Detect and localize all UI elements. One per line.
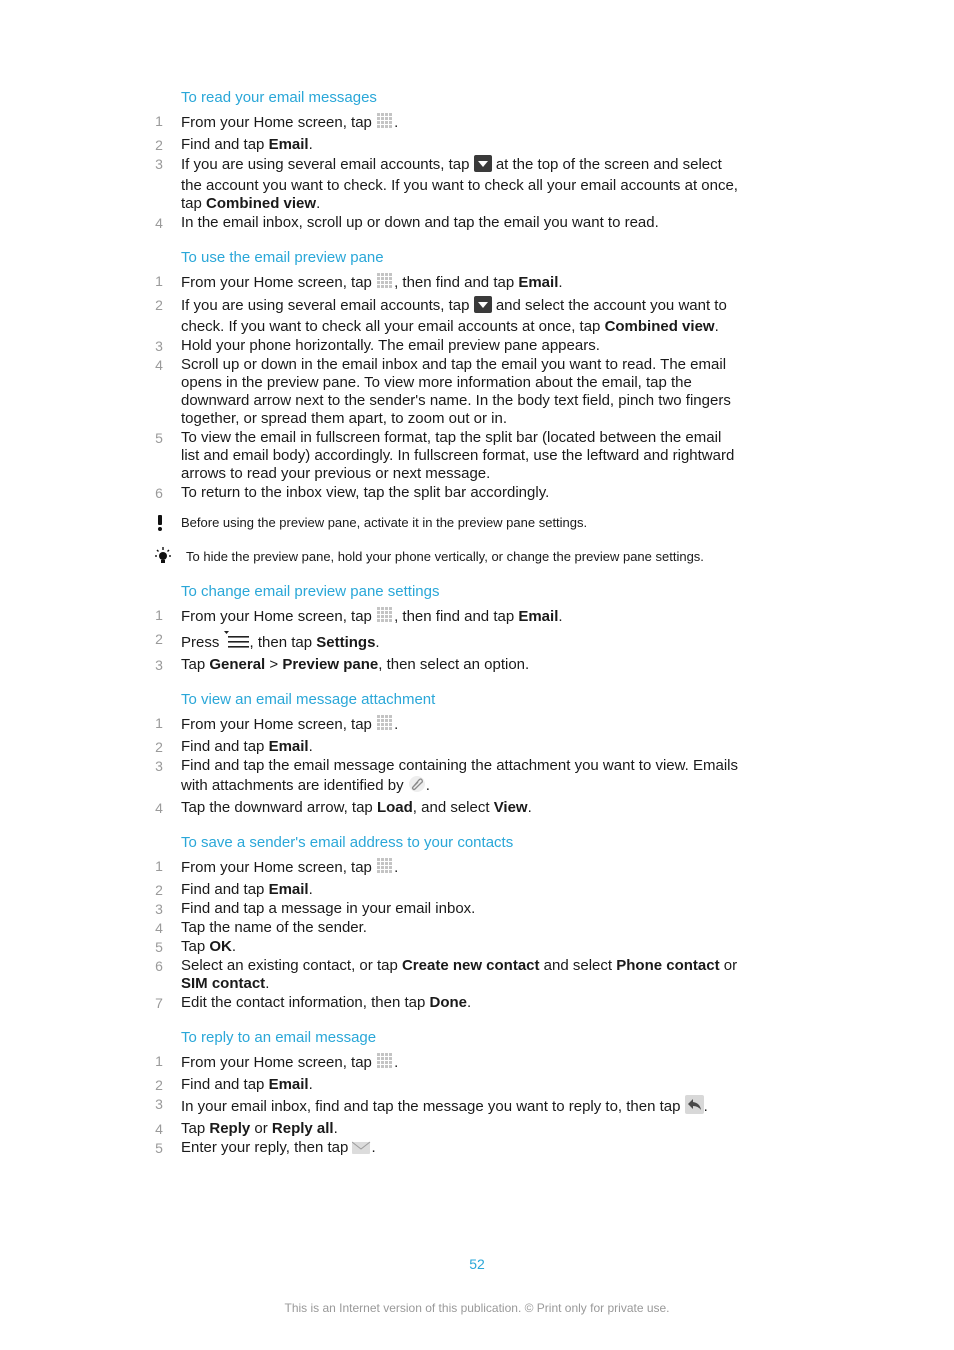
step-text-run: . (703, 1098, 708, 1115)
step-number: 2 (155, 1077, 163, 1093)
step-number: 4 (155, 800, 163, 816)
step-number: 3 (155, 901, 163, 917)
step-text (181, 274, 563, 291)
section-heading: To view an email message attachment (181, 691, 436, 708)
step-item (0, 799, 741, 817)
step-item (0, 112, 741, 135)
step-item (0, 484, 741, 502)
step-item (0, 630, 741, 655)
step-text-run: . (394, 716, 399, 733)
step-text (181, 214, 659, 231)
step-text-run: . (308, 738, 313, 755)
step-list (0, 857, 954, 1012)
step-text-run: From your Home screen, tap (181, 716, 377, 733)
step-item (0, 606, 741, 629)
step-list (0, 1052, 954, 1160)
step-text (181, 1054, 398, 1071)
step-item (0, 214, 741, 232)
note-box (0, 514, 954, 532)
step-number: 1 (155, 113, 163, 129)
step-text-run: . (425, 777, 430, 794)
step-text (181, 114, 398, 131)
step-text-run: . (394, 1054, 399, 1071)
step-number: 1 (155, 273, 163, 289)
step-number: 7 (155, 995, 163, 1011)
step-text-run: From your Home screen, tap (181, 114, 377, 131)
step-text-run: . (375, 634, 380, 651)
step-number: 1 (155, 858, 163, 874)
step-text (181, 919, 367, 936)
step-text-run: In your email inbox, find and tap the message you want to reply to, then tap (181, 1098, 685, 1115)
step-item (0, 337, 741, 355)
step-text (181, 429, 734, 482)
section-heading: To read your email messages (181, 89, 377, 106)
step-item (0, 757, 741, 798)
step-text-run: . (394, 114, 399, 131)
step-text (181, 1098, 708, 1115)
section-heading: To use the email preview pane (181, 249, 384, 266)
step-number: 2 (155, 137, 163, 153)
step-text (181, 738, 313, 755)
ui-term: Reply (209, 1120, 251, 1137)
step-text-run: and select (539, 957, 617, 974)
step-number: 3 (155, 1096, 163, 1112)
tip-text: To hide the preview pane, hold your phone vertically, or change the preview pane settings. (186, 549, 704, 564)
step-list (0, 272, 954, 502)
step-item (0, 429, 741, 483)
exclamation-icon (155, 514, 165, 537)
step-number: 2 (155, 631, 163, 647)
step-text (181, 1076, 313, 1093)
step-text-run: or (719, 957, 738, 974)
step-item (0, 356, 741, 428)
step-text-run: To view the email in fullscreen format, tap the split bar (located between the email list and email body) accordingly. In fullscreen format, use the leftward and rightward arrows to read your previous or next message. (181, 429, 735, 482)
step-number: 1 (155, 607, 163, 623)
step-text-run: Tap (181, 938, 210, 955)
ui-term: SIM contact (181, 975, 266, 992)
ui-term: Email (268, 738, 309, 755)
ui-term: Combined view (604, 318, 715, 335)
step-number: 4 (155, 920, 163, 936)
step-item (0, 994, 741, 1012)
step-text (181, 994, 471, 1011)
step-text-run: . (316, 195, 321, 212)
step-item (0, 900, 741, 918)
step-number: 1 (155, 715, 163, 731)
step-text (181, 1139, 376, 1156)
ui-term: Combined view (206, 195, 317, 212)
step-number: 4 (155, 357, 163, 373)
send-icon (352, 1141, 371, 1160)
ui-term: Email (268, 881, 309, 898)
step-text-run: Edit the contact information, then tap (181, 994, 430, 1011)
step-text-run: From your Home screen, tap (181, 274, 377, 291)
step-item (0, 1120, 741, 1138)
step-text-run: Hold your phone horizontally. The email preview pane appears. (181, 337, 600, 354)
step-item (0, 272, 741, 295)
ui-term: Reply all (271, 1120, 334, 1137)
step-text (181, 356, 731, 427)
ui-term: View (493, 799, 528, 816)
step-text-run: at the top of the screen and select the account you want to check. If you want to check all your email accounts at once, tap (181, 156, 738, 212)
step-item (0, 881, 741, 899)
step-text-run: To return to the inbox view, tap the split bar accordingly. (181, 484, 550, 501)
step-text-run: , then select an option. (378, 656, 530, 673)
lightbulb-icon (152, 546, 174, 573)
step-text-run: From your Home screen, tap (181, 1054, 377, 1071)
step-text-run: Tap (181, 656, 210, 673)
dropdown-arrow-icon (474, 155, 492, 177)
step-item (0, 1052, 741, 1075)
step-text-run: . (265, 975, 270, 992)
step-text-run: If you are using several email accounts, tap (181, 156, 474, 173)
step-text-run: . (527, 799, 532, 816)
step-number: 6 (155, 958, 163, 974)
ui-term: Done (429, 994, 467, 1011)
step-text-run: , then find and tap (394, 608, 519, 625)
step-text (181, 484, 549, 501)
step-text-run: Tap the name of the sender. (181, 919, 367, 936)
step-number: 5 (155, 430, 163, 446)
step-text-run: , then find and tap (394, 274, 519, 291)
step-text-run: . (333, 1120, 338, 1137)
step-number: 2 (155, 882, 163, 898)
step-text-run: Find and tap (181, 738, 269, 755)
ui-term: Email (268, 136, 309, 153)
page-number: 52 (469, 1256, 485, 1272)
step-item (0, 857, 741, 880)
step-item (0, 155, 741, 213)
step-number: 2 (155, 739, 163, 755)
step-item (0, 136, 741, 154)
step-text (181, 799, 532, 816)
step-text-run: . (466, 994, 472, 1011)
step-text-run: Enter your reply, then tap (181, 1139, 353, 1156)
step-list (0, 606, 954, 674)
step-text (181, 1120, 338, 1137)
step-text-run: From your Home screen, tap (181, 859, 377, 876)
step-text-run: . (308, 1076, 313, 1093)
step-item (0, 738, 741, 756)
step-text (181, 957, 737, 992)
apps-grid-icon (376, 112, 394, 135)
step-text-run: Select an existing contact, or tap (181, 957, 402, 974)
step-text (181, 859, 398, 876)
step-text-run: Press (181, 634, 224, 651)
step-item (0, 296, 741, 336)
section-heading: To save a sender's email address to your contacts (181, 834, 514, 851)
step-text-run: In the email inbox, scroll up or down and tap the email you want to read. (181, 214, 659, 231)
step-list (0, 112, 954, 232)
ui-term: General (209, 656, 266, 673)
ui-term: Preview pane (282, 656, 379, 673)
step-item (0, 938, 741, 956)
apps-grid-icon (376, 714, 394, 737)
ui-term: Email (518, 608, 559, 625)
step-number: 5 (155, 939, 163, 955)
step-number: 3 (155, 156, 163, 172)
step-text (181, 938, 236, 955)
step-number: 3 (155, 758, 163, 774)
document-body (0, 88, 954, 1161)
step-text-run: . (558, 608, 563, 625)
step-text-run: . (558, 274, 563, 291)
ui-term: Email (518, 274, 559, 291)
step-list (0, 714, 954, 817)
ui-term: Phone contact (616, 957, 720, 974)
step-item (0, 1076, 741, 1094)
step-number: 3 (155, 657, 163, 673)
step-text-run: . (714, 318, 719, 335)
step-text-run: Find and tap (181, 1076, 269, 1093)
step-text-run: > (265, 656, 283, 673)
step-text (181, 900, 475, 917)
step-number: 5 (155, 1140, 163, 1156)
step-item (0, 656, 741, 674)
apps-grid-icon (376, 606, 394, 629)
step-text-run: If you are using several email accounts, tap (181, 297, 474, 314)
reply-icon (685, 1095, 704, 1119)
menu-icon (224, 630, 250, 655)
apps-grid-icon (376, 1052, 394, 1075)
step-text (181, 156, 738, 212)
step-text (181, 716, 398, 733)
ui-term: Load (376, 799, 413, 816)
step-number: 1 (155, 1053, 163, 1069)
step-text-run: . (308, 136, 313, 153)
step-item (0, 1139, 741, 1160)
step-number: 6 (155, 485, 163, 501)
step-item (0, 919, 741, 937)
ui-term: Create new contact (401, 957, 540, 974)
step-text (181, 608, 563, 625)
step-item (0, 957, 741, 993)
ui-term: Settings (316, 634, 376, 651)
step-number: 4 (155, 215, 163, 231)
step-text (181, 337, 600, 354)
step-text-run: . (231, 938, 237, 955)
section-heading: To reply to an email message (181, 1029, 377, 1046)
step-number: 2 (155, 297, 163, 313)
step-text-run: Find and tap the email message containing the attachment you want to view. Emails with attachments are identified by (181, 757, 738, 794)
step-text (181, 656, 529, 673)
dropdown-arrow-icon (474, 296, 492, 318)
step-text (181, 757, 738, 794)
step-text (181, 634, 380, 651)
ui-term: Email (268, 1076, 309, 1093)
step-text-run: , and select (412, 799, 494, 816)
apps-grid-icon (376, 857, 394, 880)
note-text: Before using the preview pane, activate it in the preview pane settings. (181, 515, 588, 530)
footer-note: This is an Internet version of this publication. © Print only for private use. (284, 1301, 670, 1315)
step-text (181, 881, 313, 898)
step-text-run: . (371, 1139, 376, 1156)
step-item (0, 714, 741, 737)
paperclip-icon (408, 775, 426, 798)
step-text-run: Tap the downward arrow, tap (181, 799, 377, 816)
step-text-run: or (250, 1120, 272, 1137)
step-text-run: , then tap (249, 634, 317, 651)
ui-term: OK (209, 938, 232, 955)
step-text-run: Scroll up or down in the email inbox and tap the email you want to read. The email opens in the preview pane. To view more information about the email, tap the downward arrow next to the sender's name. In the body text field, pinch two fingers together, or spread them apart, to zoom out or in. (181, 356, 731, 427)
step-item (0, 1095, 741, 1119)
step-text-run: . (308, 881, 313, 898)
step-text-run: and select the account you want to check. If you want to check all your email accounts at once, tap (181, 297, 727, 335)
step-text-run: Find and tap (181, 136, 269, 153)
step-text-run: . (394, 859, 399, 876)
step-text-run: Tap (181, 1120, 210, 1137)
step-text (181, 136, 313, 153)
step-text-run: Find and tap (181, 881, 269, 898)
apps-grid-icon (376, 272, 394, 295)
step-number: 4 (155, 1121, 163, 1137)
tip-box (0, 548, 954, 566)
step-text-run: Find and tap a message in your email inbox. (181, 900, 476, 917)
step-number: 3 (155, 338, 163, 354)
step-text (181, 297, 727, 335)
section-heading: To change email preview pane settings (181, 583, 440, 600)
step-text-run: From your Home screen, tap (181, 608, 377, 625)
